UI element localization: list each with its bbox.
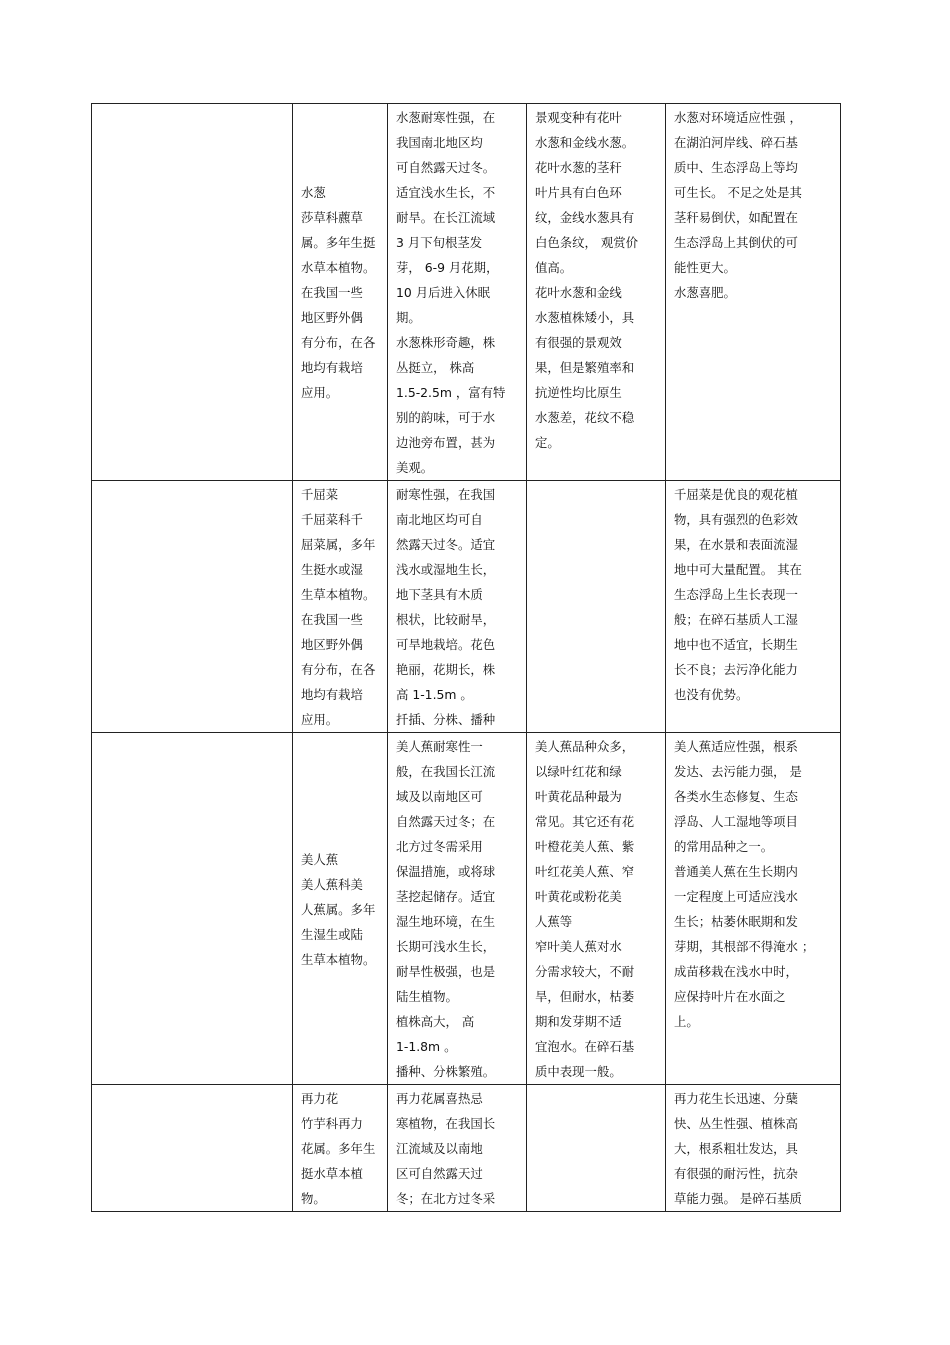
plant-varieties-cell	[527, 733, 666, 1085]
cell-text-line: 适宜浅水生长，不	[396, 185, 496, 200]
cell-text-line: 湿生地环境，在生	[396, 914, 496, 929]
cell-text-line: 扦插、分株、播种	[396, 712, 496, 727]
cell-text-line: 叶黄花或粉花美	[535, 889, 622, 904]
cell-text-line: 值高。	[535, 260, 573, 275]
cell-text-line: 地中可大量配置。 其在	[674, 562, 802, 577]
cell-text-line: 保温措施，或将球	[396, 864, 496, 879]
cell-text-line: 别的韵味，可于水	[396, 410, 496, 425]
plant-table	[91, 103, 841, 1212]
cell-text-line: 水葱植株矮小，具	[535, 310, 635, 325]
cell-text-line: 常见。其它还有花	[535, 814, 635, 829]
cell-text-line: 成苗移栽在浅水中时，	[674, 964, 798, 979]
cell-text-line: 耐旱性极强，也是	[396, 964, 496, 979]
cell-text-line: 草能力强。 是碎石基质	[674, 1191, 802, 1206]
cell-text-line: 一定程度上可适应浅水	[674, 889, 798, 904]
plant-adaptability-cell	[666, 1085, 841, 1212]
cell-text-line: 白色条纹， 观赏价	[535, 235, 639, 250]
cell-text-line: 质中、生态浮岛上等均	[674, 160, 798, 175]
cell-text-line: 水葱	[301, 185, 326, 200]
cell-text-line: 物，具有强烈的色彩效	[674, 512, 798, 527]
cell-text-line: 窄叶美人蕉对水	[535, 939, 622, 954]
cell-text-line: 芽期，其根部不得淹水 ；	[674, 939, 815, 954]
cell-text-line: 生草本植物。	[301, 587, 376, 602]
cell-text-line: 然露天过冬。适宜	[396, 537, 496, 552]
cell-text-line: 水葱和金线水葱。	[535, 135, 635, 150]
cell-text-line: 再力花生长迅速、分蘖	[674, 1091, 798, 1106]
cell-text-line: 播种、分株繁殖。	[396, 1064, 496, 1079]
cell-text-line: 各类水生态修复、生态	[674, 789, 798, 804]
cell-text-line: 美人蕉科美	[301, 876, 363, 892]
cell-text-line: 在湖泊河岸线、碎石基	[674, 135, 798, 150]
cell-text-line: 再力花	[301, 1091, 339, 1106]
cell-text-line: 耐旱。在长江流域	[396, 210, 496, 225]
cell-text-line: 长不良；去污净化能力	[674, 662, 798, 677]
cell-text-line: 高 1-1.5m 。	[396, 687, 473, 702]
cell-text-line: 果，在水景和表面流湿	[674, 537, 798, 552]
cell-text-line: 应用。	[301, 712, 339, 727]
cell-text-line: 纹，金线水葱具有	[535, 210, 635, 225]
table-row	[92, 481, 841, 733]
cell-text-line: 花叶水葱和金线	[535, 285, 622, 300]
cell-text-line: 耐寒性强，在我国	[396, 487, 496, 502]
cell-text-line: 期和发芽期不适	[535, 1014, 622, 1029]
cell-text-line: 3 月下旬根茎发	[396, 235, 483, 250]
cell-text-line: 千屈菜	[301, 487, 339, 502]
cell-text-line: 物。	[301, 1191, 326, 1206]
plant-name-cell	[293, 104, 388, 481]
cell-text-line: 期。	[396, 310, 421, 325]
cell-text-line: 在我国一些	[301, 285, 363, 300]
cell-text-line: 叶黄花品种最为	[535, 789, 622, 804]
blank-cell	[92, 104, 293, 481]
cell-text-line: 根状，比较耐旱，	[396, 612, 496, 627]
cell-text-line: 花属。多年生	[301, 1141, 376, 1156]
cell-text-line: 宜泡水。在碎石基	[535, 1039, 635, 1054]
cell-text-line: 可生长。 不足之处是其	[674, 185, 802, 200]
cell-text-line: 分需求较大，不耐	[535, 964, 635, 979]
cell-text-line: 美人蕉耐寒性一	[396, 739, 483, 754]
cell-text-line: 有很强的景观效	[535, 335, 622, 350]
cell-text-line: 水草本植物。	[301, 260, 376, 275]
cell-text-line: 水葱耐寒性强，在	[396, 110, 496, 125]
blank-cell	[92, 733, 293, 1085]
cell-text-line: 景观变种有花叶	[535, 110, 622, 125]
cell-text-line: 美观。	[396, 460, 434, 475]
cell-text-line: 也没有优势。	[674, 687, 749, 702]
cell-text-line: 屈菜属，多年	[301, 537, 376, 552]
cell-text-line: 生湿生或陆	[301, 926, 363, 942]
plant-traits-cell	[388, 481, 527, 733]
cell-text-line: 地均有栽培	[301, 687, 363, 702]
plant-varieties-cell	[527, 1085, 666, 1212]
cell-text-line: 竹芋科再力	[301, 1116, 363, 1131]
cell-text-line: 区可自然露天过	[396, 1166, 483, 1181]
cell-text-line: 植株高大， 高	[396, 1014, 475, 1029]
cell-text-line: 应保持叶片在水面之	[674, 989, 786, 1004]
blank-cell	[92, 1085, 293, 1212]
cell-text-line: 美人蕉	[301, 851, 339, 867]
cell-text-line: 应用。	[301, 385, 339, 400]
plant-adaptability-cell	[666, 481, 841, 733]
cell-text-line: 人蕉等	[535, 914, 573, 929]
cell-text-line: 美人蕉适应性强，根系	[674, 739, 798, 754]
cell-text-line: 般；在碎石基质人工湿	[674, 612, 798, 627]
cell-text-line: 芽， 6-9 月花期，	[396, 260, 499, 275]
cell-text-line: 1.5-2.5m ，富有特	[396, 385, 506, 400]
cell-text-line: 属。多年生挺	[301, 235, 376, 250]
cell-text-line: 千屈菜科千	[301, 512, 363, 527]
cell-text-line: 普通美人蕉在生长期内	[674, 864, 798, 879]
cell-text-line: 水葱对环境适应性强 ，	[674, 110, 802, 125]
cell-text-line: 陆生植物。	[396, 989, 458, 1004]
plant-name-cell	[293, 733, 388, 1085]
cell-text-line: 可旱地栽培。花色	[396, 637, 496, 652]
cell-text-line: 叶红花美人蕉、窄	[535, 864, 635, 879]
cell-text-line: 人蕉属。多年	[301, 901, 376, 917]
cell-text-line: 生草本植物。	[301, 951, 376, 967]
cell-text-line: 水葱差，花纹不稳	[535, 410, 635, 425]
cell-text-line: 江流域及以南地	[396, 1141, 483, 1156]
cell-text-line: 南北地区均可自	[396, 512, 483, 527]
cell-text-line: 有分布，在各	[301, 335, 376, 350]
cell-text-line: 水葱株形奇趣，株	[396, 335, 496, 350]
plant-traits-cell	[388, 1085, 527, 1212]
cell-text-line: 以绿叶红花和绿	[535, 764, 622, 779]
cell-text-line: 再力花属喜热忌	[396, 1091, 483, 1106]
cell-text-line: 生态浮岛上其倒伏的可	[674, 235, 798, 250]
cell-text-line: 抗逆性均比原生	[535, 385, 622, 400]
cell-text-line: 挺水草本植	[301, 1166, 363, 1181]
table-row	[92, 1085, 841, 1212]
cell-text-line: 自然露天过冬；在	[396, 814, 496, 829]
table-row	[92, 104, 841, 481]
cell-text-line: 寒植物，在我国长	[396, 1116, 496, 1131]
cell-text-line: 能性更大。	[674, 260, 736, 275]
cell-text-line: 茎挖起储存。适宜	[396, 889, 496, 904]
cell-text-line: 水葱喜肥。	[674, 285, 736, 300]
cell-text-line: 花叶水葱的茎秆	[535, 160, 622, 175]
cell-text-line: 生态浮岛上生长表现一	[674, 587, 798, 602]
cell-text-line: 茎秆易倒伏，如配置在	[674, 210, 798, 225]
cell-text-line: 丛挺立， 株高	[396, 360, 475, 375]
cell-text-line: 北方过冬需采用	[396, 839, 483, 854]
cell-text-line: 快、丛生性强、植株高	[674, 1116, 798, 1131]
cell-text-line: 10 月后进入休眠	[396, 285, 491, 300]
plant-adaptability-cell	[666, 104, 841, 481]
cell-text-line: 莎草科藨草	[301, 210, 363, 225]
cell-text-line: 大，根系粗壮发达，具	[674, 1141, 798, 1156]
cell-text-line: 美人蕉品种众多，	[535, 739, 635, 754]
table-row	[92, 733, 841, 1085]
cell-text-line: 果，但是繁殖率和	[535, 360, 635, 375]
cell-text-line: 我国南北地区均	[396, 135, 483, 150]
cell-text-line: 地中也不适宜，长期生	[674, 637, 798, 652]
plant-name-cell	[293, 1085, 388, 1212]
cell-text-line: 地区野外偶	[301, 310, 363, 325]
plant-traits-cell	[388, 104, 527, 481]
cell-text-line: 的常用品种之一。	[674, 839, 774, 854]
plant-varieties-cell	[527, 104, 666, 481]
cell-text-line: 叶片具有白色环	[535, 185, 622, 200]
plant-adaptability-cell	[666, 733, 841, 1085]
cell-text-line: 有分布，在各	[301, 662, 376, 677]
cell-text-line: 旱，但耐水，枯萎	[535, 989, 635, 1004]
cell-text-line: 生挺水或湿	[301, 562, 363, 577]
cell-text-line: 地均有栽培	[301, 360, 363, 375]
cell-text-line: 边池旁布置，甚为	[396, 435, 496, 450]
plant-varieties-cell	[527, 481, 666, 733]
cell-text-line: 浅水或湿地生长，	[396, 562, 496, 577]
cell-text-line: 生长；枯萎休眠期和发	[674, 914, 798, 929]
cell-text-line: 域及以南地区可	[396, 789, 483, 804]
cell-text-line: 冬；在北方过冬采	[396, 1191, 496, 1206]
cell-text-line: 艳丽，花期长，株	[396, 662, 496, 677]
cell-text-line: 地区野外偶	[301, 637, 363, 652]
cell-text-line: 长期可浅水生长，	[396, 939, 496, 954]
cell-text-line: 上。	[674, 1014, 699, 1029]
cell-text-line: 千屈菜是优良的观花植	[674, 487, 798, 502]
cell-text-line: 发达、去污能力强， 是	[674, 764, 802, 779]
cell-text-line: 在我国一些	[301, 612, 363, 627]
cell-text-line: 可自然露天过冬。	[396, 160, 496, 175]
cell-text-line: 1-1.8m 。	[396, 1039, 457, 1054]
cell-text-line: 浮岛、人工湿地等项目	[674, 814, 798, 829]
cell-text-line: 地下茎具有木质	[396, 587, 483, 602]
blank-cell	[92, 481, 293, 733]
cell-text-line: 有很强的耐污性，抗杂	[674, 1166, 798, 1181]
cell-text-line: 般，在我国长江流	[396, 764, 496, 779]
plant-traits-cell	[388, 733, 527, 1085]
cell-text-line: 叶橙花美人蕉、紫	[535, 839, 635, 854]
cell-text-line: 定。	[535, 435, 560, 450]
plant-name-cell	[293, 481, 388, 733]
cell-text-line: 质中表现一般。	[535, 1064, 622, 1079]
